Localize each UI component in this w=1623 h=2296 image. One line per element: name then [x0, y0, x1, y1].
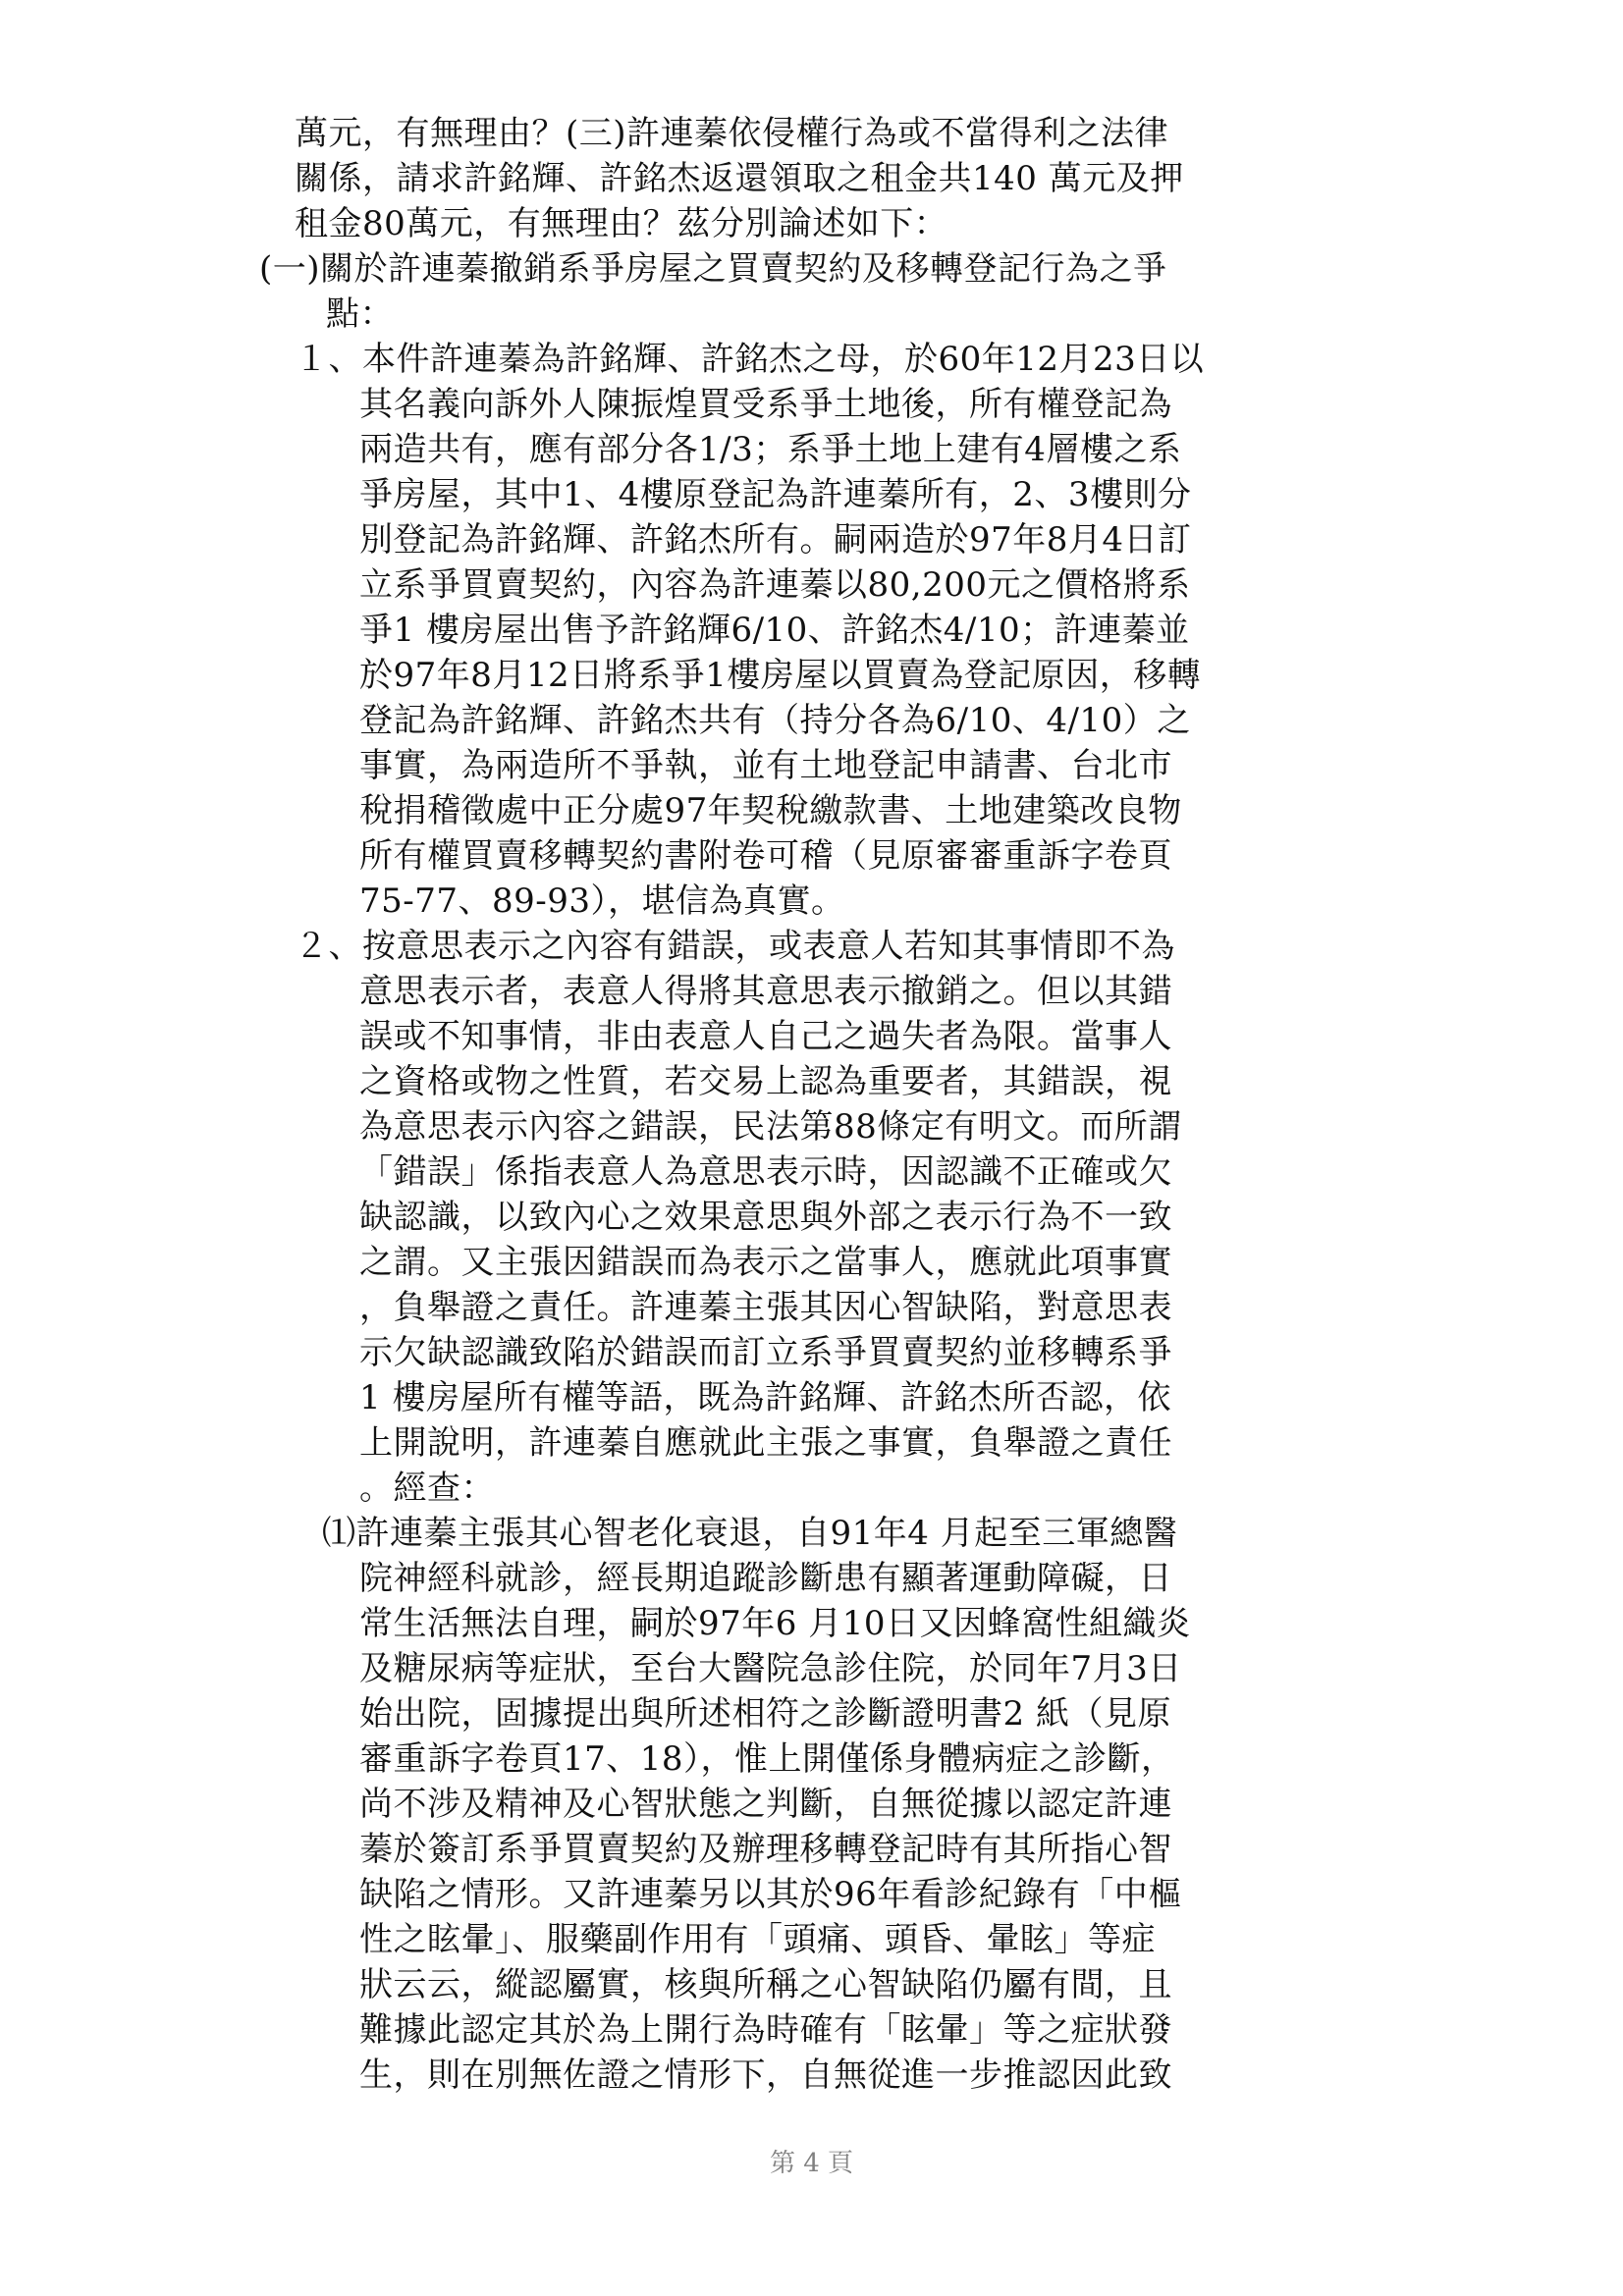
text-line: 事實，為兩造所不爭執，並有土地登記申請書、台北市	[359, 746, 1172, 785]
text-line: 登記為許銘輝、許銘杰共有（持分各為6/10、4/10）之	[359, 701, 1191, 740]
text-line: 爭1 樓房屋出售予許銘輝6/10、許銘杰4/10；許連蓁並	[359, 611, 1190, 650]
text-line: 示欠缺認識致陷於錯誤而訂立系爭買賣契約並移轉系爭	[359, 1333, 1172, 1372]
text-line: 始出院，固據提出與所述相符之診斷證明書2 紙（見原	[359, 1694, 1171, 1734]
text-line: 於97年8月12日將系爭1樓房屋以買賣為登記原因，移轉	[359, 656, 1202, 695]
text-line: 之謂。又主張因錯誤而為表示之當事人，應就此項事實	[359, 1243, 1172, 1282]
text-line: 。經查：	[359, 1468, 495, 1508]
text-line: 所有權買賣移轉契約書附卷可稽（見原審審重訴字卷頁	[359, 836, 1172, 876]
text-line: 為意思表示內容之錯誤，民法第88條定有明文。而所謂	[359, 1107, 1182, 1147]
text-line: 蓁於簽訂系爭買賣契約及辦理移轉登記時有其所指心智	[359, 1830, 1172, 1869]
text-line: 缺認識，以致內心之效果意思與外部之表示行為不一致	[359, 1198, 1172, 1237]
text-line: 75-77、89-93），堪信為真實。	[359, 881, 845, 921]
text-line: 稅捐稽徵處中正分處97年契稅繳款書、土地建築改良物	[359, 791, 1182, 830]
text-line: 尚不涉及精神及心智狀態之判斷，自無從據以認定許連	[359, 1785, 1172, 1824]
text-line: 常生活無法自理，嗣於97年6 月10日又因蜂窩性組織炎	[359, 1604, 1191, 1643]
text-line: 兩造共有，應有部分各1/3；系爭土地上建有4層樓之系	[359, 430, 1182, 469]
text-line: 「錯誤」係指表意人為意思表示時，因認識不正確或欠	[359, 1152, 1172, 1192]
text-line: 上開說明，許連蓁自應就此主張之事實，負舉證之責任	[359, 1423, 1172, 1463]
text-line: 爭房屋，其中1、4樓原登記為許連蓁所有，2、3樓則分	[359, 475, 1192, 514]
text-line: 誤或不知事情，非由表意人自己之過失者為限。當事人	[359, 1017, 1172, 1056]
text-line: 立系爭買賣契約，內容為許連蓁以80,200元之價格將系	[359, 565, 1191, 605]
text-line: 缺陷之情形。又許連蓁另以其於96年看診紀錄有「中樞	[359, 1875, 1182, 1914]
text-line: 難據此認定其於為上開行為時確有「眩暈」等之症狀發	[359, 2010, 1172, 2050]
text-line: 其名義向訴外人陳振煌買受系爭土地後，所有權登記為	[359, 385, 1172, 424]
text-line: ，負舉證之責任。許連蓁主張其因心智缺陷，對意思表	[359, 1288, 1172, 1327]
text-line: 狀云云，縱認屬實，核與所稱之心智缺陷仍屬有間，且	[359, 1965, 1172, 2004]
text-line: 性之眩暈」、服藥副作用有「頭痛、頭昏、暈眩」等症	[359, 1920, 1156, 1959]
text-line: 租金80萬元，有無理由？茲分別論述如下：	[295, 204, 948, 243]
text-line: 及糖尿病等症狀，至台大醫院急診住院，於同年7月3日	[359, 1649, 1182, 1688]
text-line: 關係，請求許銘輝、許銘杰返還領取之租金共140 萬元及押	[295, 159, 1184, 198]
page-number: 第 4 頁	[769, 2149, 854, 2178]
text-line: 1 樓房屋所有權等語，既為許銘輝、許銘杰所否認，依	[359, 1378, 1171, 1417]
text-line: 意思表示者，表意人得將其意思表示撤銷之。但以其錯	[359, 972, 1172, 1011]
subparagraph-1-start: ⑴許連蓁主張其心智老化衰退，自91年4 月起至三軍總醫	[322, 1514, 1178, 1553]
text-line: 萬元，有無理由？(三)許連蓁依侵權行為或不當得利之法律	[295, 114, 1169, 153]
section-heading-cont: 點：	[326, 294, 394, 334]
text-line: 之資格或物之性質，若交易上認為重要者，其錯誤，視	[359, 1062, 1172, 1101]
paragraph-2-start: ２、按意思表示之內容有錯誤，或表意人若知其事情即不為	[295, 927, 1175, 966]
text-line: 審重訴字卷頁17、18），惟上開僅係身體病症之診斷，	[359, 1739, 1175, 1779]
text-line: 院神經科就診，經長期追蹤診斷患有顯著運動障礙，日	[359, 1559, 1172, 1598]
section-heading: (一)關於許連蓁撤銷系爭房屋之買賣契約及移轉登記行為之爭	[259, 249, 1167, 289]
paragraph-1-start: １、本件許連蓁為許銘輝、許銘杰之母，於60年12月23日以	[295, 340, 1205, 379]
text-line: 別登記為許銘輝、許銘杰所有。嗣兩造於97年8月4日訂	[359, 520, 1192, 560]
text-line: 生，則在別無佐證之情形下，自無從進一步推認因此致	[359, 2056, 1172, 2095]
